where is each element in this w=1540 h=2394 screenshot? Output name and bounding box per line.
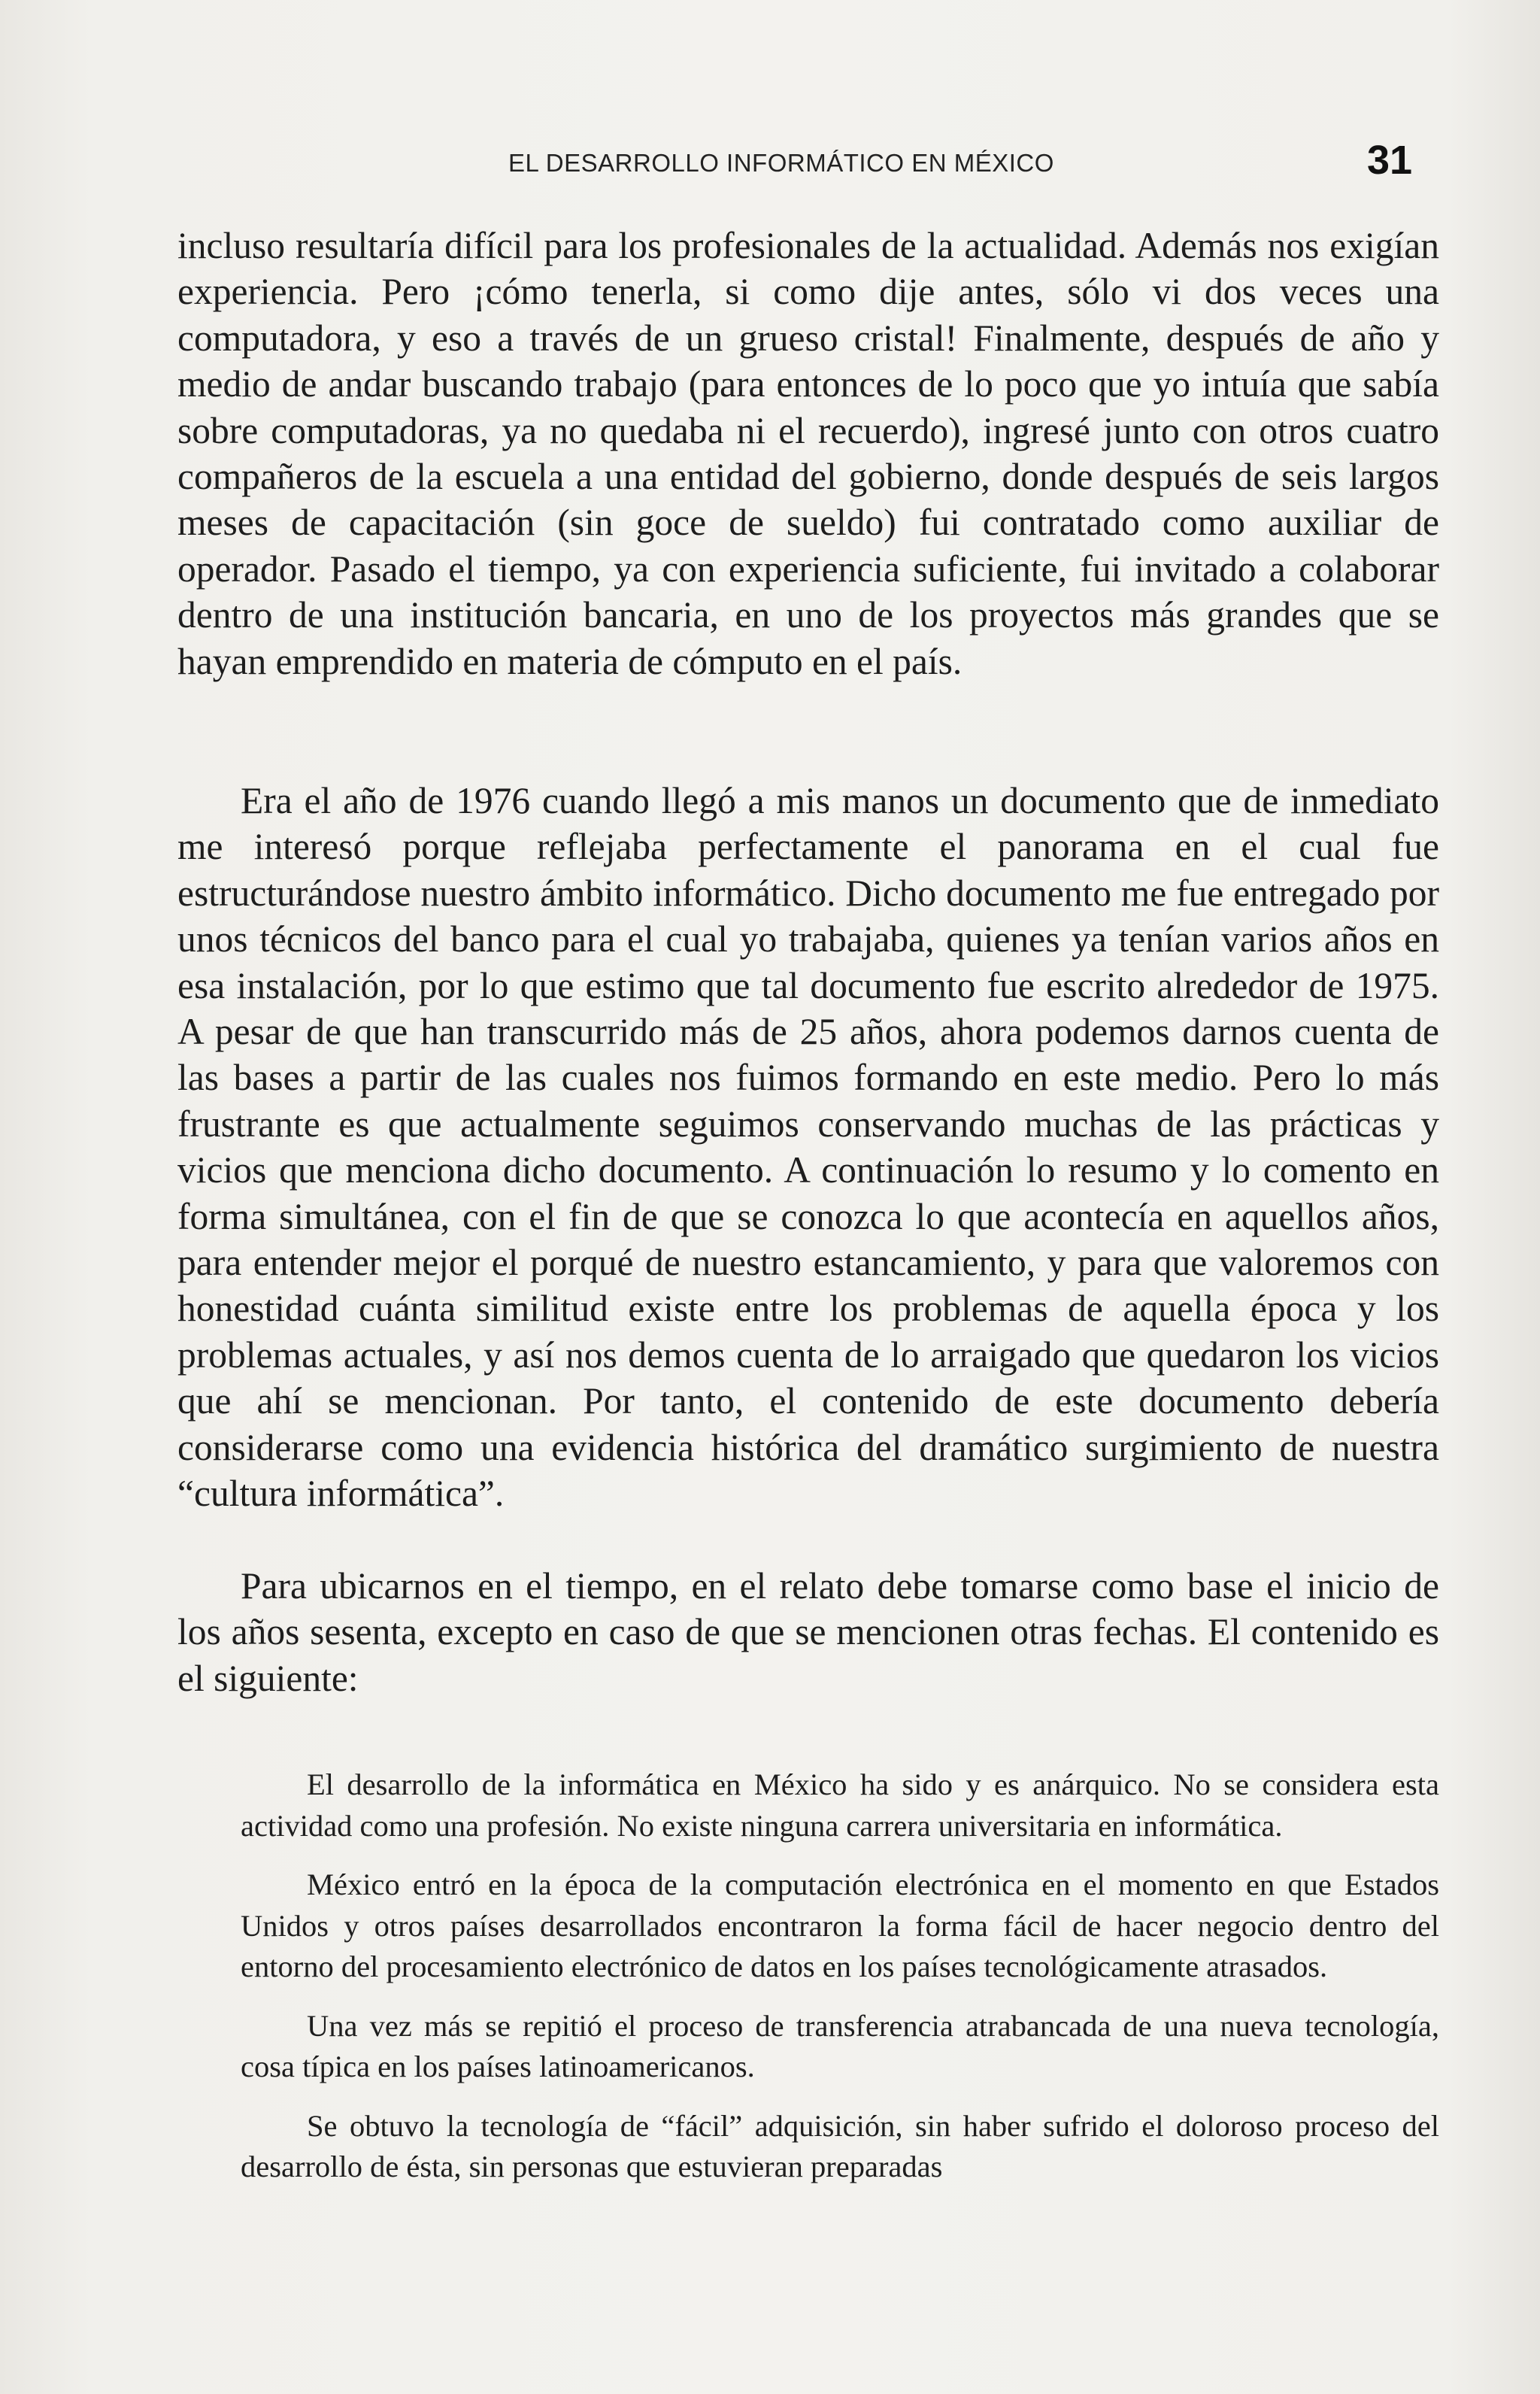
block-quote	[241, 1764, 1439, 2206]
quote-paragraph-4: Se obtuvo la tecnología de “fácil” adquisición, sin haber sufrido el doloroso proceso del desarrollo de ésta, sin personas que estuvieran preparadas	[241, 2108, 1439, 2183]
quote-paragraph-1: El desarrollo de la informática en México ha sido y es anárquico. No se considera esta actividad como una profesión. No existe ninguna carrera universitaria en informática.	[241, 1767, 1439, 1843]
paragraph-1: incluso resultaría difícil para los profesionales de la actualidad. Además nos exigían experiencia. Pero ¡cómo tenerla, si como dije antes, sólo vi dos veces una computadora, y eso a través de un grueso cristal! Finalmente, después de año y medio de andar buscando trabajo (para entonces de lo poco que yo intuía que sabía sobre computadoras, ya no quedaba ni el recuerdo), ingresé junto con otros cuatro compañeros de la escuela a una entidad del gobierno, donde después de seis largos meses de capacitación (sin goce de sueldo) fui contratado como auxiliar de operador. Pasado el tiempo, ya con experiencia suficiente, fui invitado a colaborar dentro de una institución bancaria, en uno de los proyectos más grandes que se hayan emprendido en materia de cómputo en el país.	[177, 225, 1439, 682]
running-header: EL DESARROLLO INFORMÁTICO EN MÉXICO	[508, 149, 1054, 177]
body-text	[177, 223, 1439, 684]
body-text-2	[177, 778, 1439, 1517]
quote-paragraph-2: México entró en la época de la computación electrónica en el momento en que Estados Unidos y otros países desarrollados encontraron la forma fácil de hacer negocio dentro del entorno del procesamiento electrónico de datos en los países tecnológicamente atrasados.	[241, 1868, 1439, 1983]
paragraph-2: Era el año de 1976 cuando llegó a mis manos un documento que de inmediato me interesó porque reflejaba perfectamente el panorama en el cual fue estructurándose nuestro ámbito informático. Dicho documento me fue entregado por unos técnicos del banco para el cual yo trabajaba, quienes ya tenían varios años en esa instalación, por lo que estimo que tal documento fue escrito alrededor de 1975. A pesar de que han transcurrido más de 25 años, ahora podemos darnos cuenta de las bases a partir de las cuales nos fuimos formando en este medio. Pero lo más frustrante es que actualmente seguimos conservando muchas de las prácticas y vicios que menciona dicho documento. A continuación lo resumo y lo comento en forma simultánea, con el fin de que se conozca lo que acontecía en aquellos años, para entender mejor el porqué de nuestro estancamiento, y para que valoremos con honestidad cuánta similitud existe entre los problemas de aquella época y los problemas actuales, y así nos demos cuenta de lo arraigado que quedaron los vicios que ahí se mencionan. Por tanto, el contenido de este documento debería considerarse como una evidencia histórica del dramático surgimiento de nuestra “cultura informática”.	[177, 780, 1439, 1515]
quote-paragraph-3: Una vez más se repitió el proceso de transferencia atrabancada de una nueva tecnología, cosa típica en los países latinoamericanos.	[241, 2008, 1439, 2083]
page-number: 31	[1367, 138, 1413, 183]
paragraph-3: Para ubicarnos en el tiempo, en el relato debe tomarse como base el inicio de los años sesenta, excepto en caso de que se mencionen otras fechas. El contenido es el siguiente:	[177, 1565, 1439, 1699]
body-text-3	[177, 1563, 1439, 1701]
